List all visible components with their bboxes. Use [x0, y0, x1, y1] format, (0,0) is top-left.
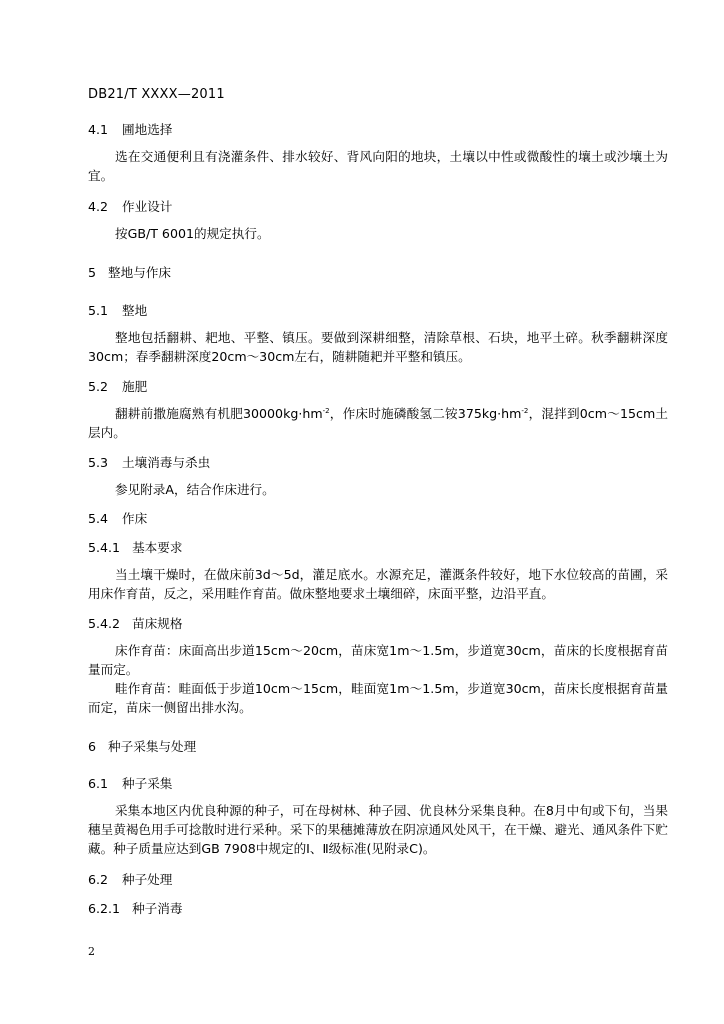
section-heading: 5.3 土壤消毒与杀虫 — [88, 455, 211, 470]
section-5-1 — [88, 301, 668, 366]
page-number: 2 — [88, 945, 95, 958]
section-4-2 — [88, 197, 668, 243]
section-6-2-1 — [88, 899, 668, 918]
paragraph: 当土壤干燥时，在做床前3d～5d，灌足底水。水源充足，灌溉条件较好，地下水位较高的苗圃，采用床作育苗，反之，采用畦作育苗。做床整地要求土壤细碎，床面平整，边沿平直。 — [88, 567, 668, 601]
paragraph: 整地包括翻耕、耙地、平整、镇压。要做到深耕细整，清除草根、石块，地平土碎。秋季翻耕深度30cm；春季翻耕深度20cm～30cm左右，随耕随耙并平整和镇压。 — [88, 330, 668, 364]
section-heading: 4.2 作业设计 — [88, 199, 173, 214]
section-heading: 5.4.2 苗床规格 — [88, 616, 183, 631]
paragraph: 采集本地区内优良种源的种子，可在母树林、种子园、优良林分采集良种。在8月中旬或下旬，当果穗呈黄褐色用手可捻散时进行采种。采下的果穗摊薄放在阴凉通风处风干，在干燥、避光、通风条件下贮藏。种子质量应达到GB 7908中规定的Ⅰ、Ⅱ级标准(见附录C)。 — [88, 803, 668, 856]
section-6-2 — [88, 870, 668, 889]
chapter-heading: 5 整地与作床 — [88, 265, 171, 280]
document-header: DB21/T XXXX—2011 — [88, 87, 225, 102]
section-heading: 5.4 作床 — [88, 511, 148, 526]
section-5-3 — [88, 453, 668, 499]
section-heading: 5.4.1 基本要求 — [88, 540, 183, 555]
section-heading: 5.1 整地 — [88, 303, 148, 318]
section-heading: 5.2 施肥 — [88, 379, 148, 394]
paragraph: 按GB/T 6001的规定执行。 — [115, 226, 270, 241]
paragraph: 床作育苗：床面高出步道15cm～20cm，苗床宽1m～1.5m，步道宽30cm，苗床的长度根据育苗量而定。 — [88, 643, 668, 677]
section-5 — [88, 263, 668, 282]
section-heading: 6.2.1 种子消毒 — [88, 901, 183, 916]
paragraph: 畦作育苗：畦面低于步道10cm～15cm，畦面宽1m～1.5m，步道宽30cm，苗床长度根据育苗量而定，苗床一侧留出排水沟。 — [88, 681, 668, 715]
section-heading: 6.1 种子采集 — [88, 776, 173, 791]
paragraph: 参见附录A，结合作床进行。 — [115, 482, 275, 497]
section-5-4-1 — [88, 538, 668, 603]
chapter-heading: 6 种子采集与处理 — [88, 739, 197, 754]
section-5-4-2 — [88, 614, 668, 717]
section-6 — [88, 737, 668, 756]
section-6-1 — [88, 774, 668, 858]
paragraph: 选在交通便利且有浇灌条件、排水较好、背风向阳的地块，土壤以中性或微酸性的壤土或沙壤土为宜。 — [88, 149, 668, 183]
section-5-4 — [88, 509, 668, 528]
section-4-1 — [88, 120, 668, 185]
section-5-2 — [88, 377, 668, 442]
paragraph: 翻耕前撒施腐熟有机肥$30000kg\cdot hm^{-2}$，作床时施磷酸氢二铵$375kg\cdot hm^{-2}$，混拌到0cm～15cm土层内。 — [88, 406, 669, 440]
section-heading: 4.1 圃地选择 — [88, 122, 173, 137]
section-heading: 6.2 种子处理 — [88, 872, 173, 887]
